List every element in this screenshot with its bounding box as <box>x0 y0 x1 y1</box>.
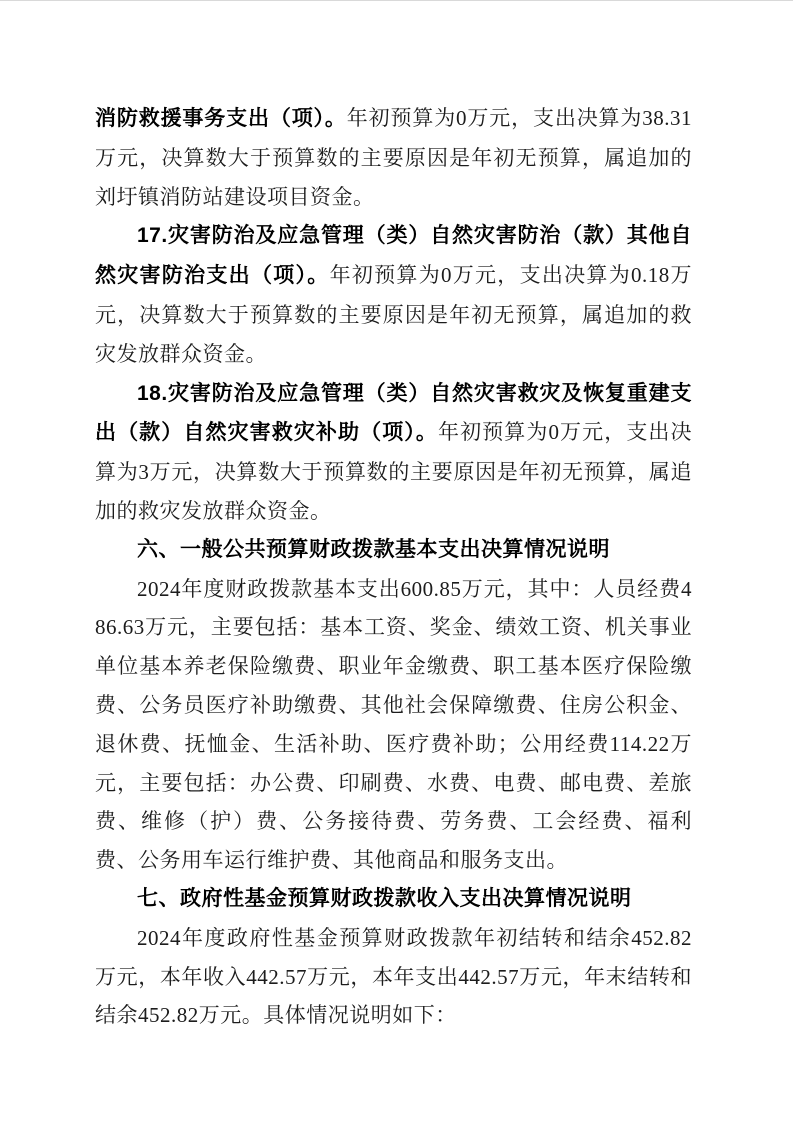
paragraph-item-18-disaster-relief <box>95 374 692 531</box>
paragraph-basic-expenditure-detail <box>95 570 692 880</box>
paragraph-text: 2024年度财政拨款基本支出600.85万元，其中：人员经费486.63万元，主要包括：基本工资、奖金、绩效工资、机关事业单位基本养老保险缴费、职业年金缴费、职工基本医疗保险缴费、公务员医疗补助缴费、其他社会保障缴费、住房公积金、退休费、抚恤金、生活补助、医疗费补助；公用经费114.22万元，主要包括：办公费、印刷费、水费、电费、邮电费、差旅费、维修（护）费、公务接待费、劳务费、工会经费、福利费、公务用车运行维护费、其他商品和服务支出。 <box>95 576 692 873</box>
paragraph-lead: 消防救援事务支出（项）。 <box>95 107 347 130</box>
paragraph-government-fund-detail <box>95 919 692 1035</box>
page-body <box>95 99 692 1035</box>
paragraph-text: 2024年度政府性基金预算财政拨款年初结转和结余452.82万元，本年收入442.57万元，本年支出442.57万元，年末结转和结余452.82万元。具体情况说明如下： <box>95 925 692 1028</box>
paragraph-text: 年初预算为0万元，支出决算为38.31万元，决算数大于预算数的主要原因是年初无预算，属追加的刘圩镇消防站建设项目资金。 <box>95 106 693 209</box>
section-heading-seven-government-fund: 七、政府性基金预算财政拨款收入支出决算情况说明 <box>137 886 632 910</box>
paragraph-text: 年初预算为0万元，支出决算为0.18万元，决算数大于预算数的主要原因是年初无预算，属追加的救灾发放群众资金。 <box>95 263 693 366</box>
paragraph-fire-rescue-expenditure <box>95 99 692 216</box>
paragraph-lead: 17.灾害防治及应急管理（类）自然灾害防治（款）其他自然灾害防治支出（项）。 <box>95 224 692 288</box>
paragraph-text: 年初预算为0万元，支出决算为3万元，决算数大于预算数的主要原因是年初无预算，属追加的救灾发放群众资金。 <box>95 420 693 523</box>
section-heading-six-basic-expenditure: 六、一般公共预算财政拨款基本支出决算情况说明 <box>137 537 610 561</box>
paragraph-lead: 18.灾害防治及应急管理（类）自然灾害救灾及恢复重建支出（款）自然灾害救灾补助（项）。 <box>95 381 692 445</box>
paragraph-item-17-disaster-prevention <box>95 216 692 373</box>
